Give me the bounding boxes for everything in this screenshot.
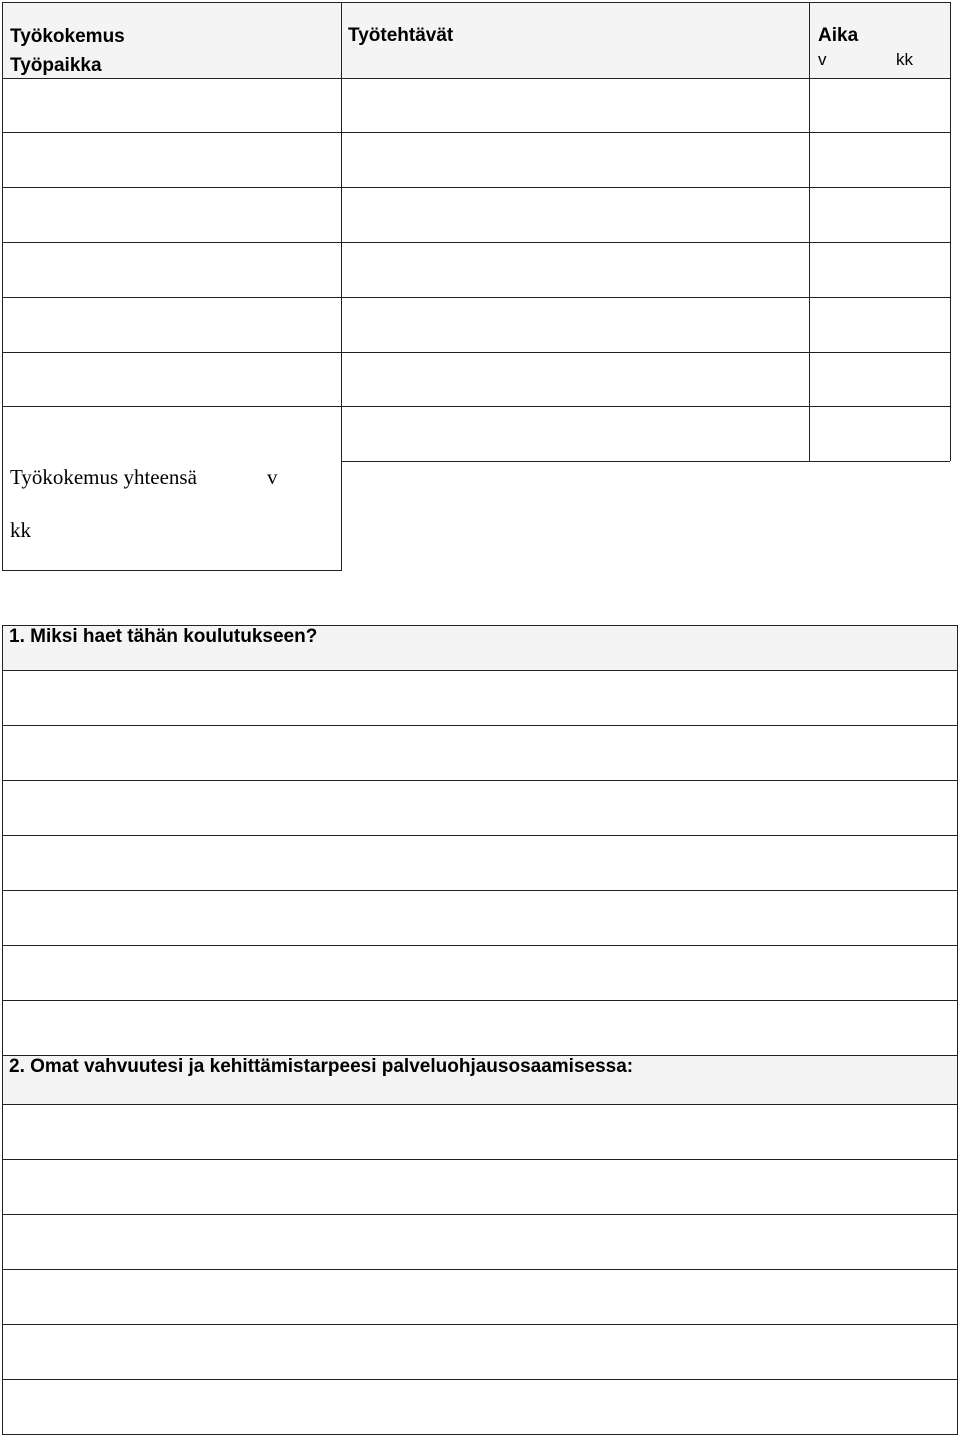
question2-label: 2. Omat vahvuutesi ja kehittämistarpeesi palveluohjausosaamisessa: (9, 1056, 634, 1077)
question1-answer-row[interactable] (3, 671, 957, 725)
question1-label: 1. Miksi haet tähän koulutukseen? (9, 626, 318, 647)
question2-answer-row[interactable] (3, 1215, 957, 1269)
question2-answer-row[interactable] (3, 1380, 957, 1434)
q2-bottom-border (2, 1434, 958, 1435)
question2-answer-row[interactable] (3, 1270, 957, 1324)
total-months-field[interactable] (50, 515, 170, 545)
workplace-cell[interactable] (3, 133, 341, 187)
duration-cell[interactable] (810, 407, 950, 461)
duration-cell[interactable] (810, 79, 950, 132)
total-bottom-border (2, 570, 342, 571)
header-tyokokemus: Työkokemus (10, 26, 125, 47)
header-months-unit: kk (896, 50, 913, 69)
q2-right-border (957, 1055, 958, 1435)
question2-answer-row[interactable] (3, 1325, 957, 1379)
row-line (341, 461, 950, 462)
duties-cell[interactable] (342, 298, 809, 352)
duties-cell[interactable] (342, 79, 809, 132)
duration-cell[interactable] (810, 133, 950, 187)
duration-cell[interactable] (810, 243, 950, 297)
header-tyopaikka: Työpaikka (10, 55, 102, 76)
question1-answer-row[interactable] (3, 946, 957, 1000)
question1-answer-row[interactable] (3, 726, 957, 780)
total-years-unit: v (267, 465, 278, 489)
header-years-unit: v (818, 50, 827, 69)
workplace-cell[interactable] (3, 188, 341, 242)
question1-answer-row[interactable] (3, 1001, 957, 1055)
workplace-cell[interactable] (3, 353, 341, 406)
question1-answer-row[interactable] (3, 781, 957, 835)
workplace-cell[interactable] (3, 79, 341, 132)
header-aika: Aika (818, 25, 859, 46)
question1-answer-row[interactable] (3, 891, 957, 945)
question2-answer-row[interactable] (3, 1105, 957, 1159)
duties-cell[interactable] (342, 188, 809, 242)
duration-cell[interactable] (810, 298, 950, 352)
duties-cell[interactable] (342, 353, 809, 406)
q1-right-border (957, 625, 958, 1056)
total-years-field[interactable] (200, 462, 260, 492)
question2-answer-row[interactable] (3, 1160, 957, 1214)
duties-cell[interactable] (342, 243, 809, 297)
header-tyotehtavat: Työtehtävät (348, 25, 454, 46)
total-months-unit: kk (10, 518, 31, 542)
question1-answer-row[interactable] (3, 836, 957, 890)
total-label: Työkokemus yhteensä (10, 465, 197, 489)
workplace-cell[interactable] (3, 243, 341, 297)
workplace-cell[interactable] (3, 298, 341, 352)
table-right-border (950, 2, 951, 461)
table-top-border (2, 2, 950, 3)
table-header-bg (2, 2, 950, 78)
duration-cell[interactable] (810, 353, 950, 406)
duration-cell[interactable] (810, 188, 950, 242)
duties-cell[interactable] (342, 407, 809, 461)
duties-cell[interactable] (342, 133, 809, 187)
